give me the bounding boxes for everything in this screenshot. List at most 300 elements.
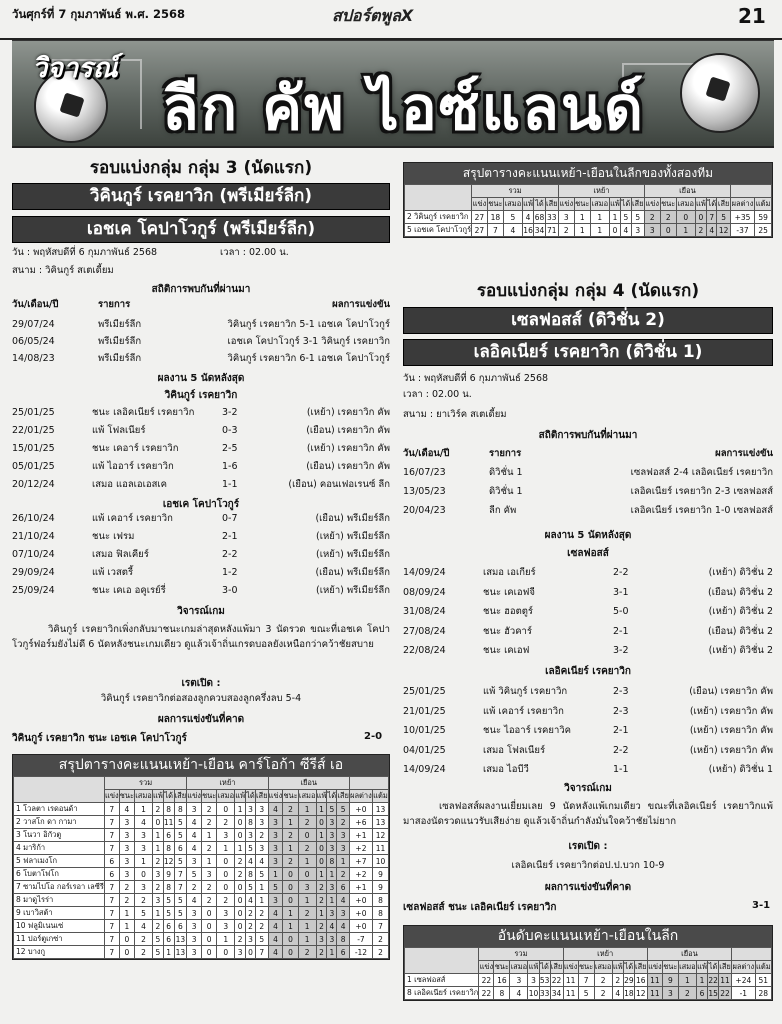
tbl-cell: 34 (551, 988, 562, 998)
tbl-cell: 22 (479, 987, 494, 1000)
tbl3-table (404, 947, 772, 1000)
tbl-cell: 29 (624, 975, 634, 985)
tbl-col-head: แพ้ (609, 198, 621, 211)
tbl-cell: 16 (523, 225, 533, 235)
g4-h2h-list (403, 466, 773, 523)
tbl-cell: 1 (217, 933, 235, 946)
form-row (12, 406, 390, 424)
tbl-cell: 1 (590, 211, 609, 224)
g3-tip-title: เรตเปิด : (181, 678, 221, 689)
tbl-cell: +6 (349, 816, 372, 829)
form-venue-comp: (เยือน) ดิวิชั่น 2 (708, 625, 773, 637)
form-date: 14/09/24 (403, 764, 446, 775)
tbl-cell: 3 (255, 816, 268, 829)
tbl-team-name: 3 โนวา อิกัวตู (14, 829, 105, 842)
tbl-cell: 10 (528, 988, 539, 998)
tbl-cell: 2 (283, 803, 298, 816)
tbl-cell: 0 (316, 816, 327, 829)
tbl-col-head: เสมอ (678, 961, 696, 974)
tbl-cell: 11 (647, 987, 662, 1000)
g3-time: เวลา : 02.00 น. (220, 247, 289, 258)
tbl-cell: 0 (283, 946, 298, 959)
tbl-col-head: ได้ (327, 790, 337, 803)
tbl-cell: 5 (174, 907, 187, 920)
tbl-cell: 2 (594, 987, 612, 1000)
form-date: 21/01/25 (403, 705, 446, 717)
tbl-cell: 1 (119, 920, 134, 933)
form-opponent: เสมอ แอลเอเอสเค (92, 479, 167, 490)
tbl-cell: 2 (201, 894, 216, 907)
tbl-col-head: แพ้ (522, 198, 534, 211)
tbl-cell: 1 (298, 803, 316, 816)
form-row (12, 442, 390, 460)
tbl-col-head: ได้ (623, 961, 634, 974)
tbl-cell: 6 (696, 987, 707, 1000)
tbl-cell: 3 (135, 842, 153, 855)
tbl-cell: 9 (662, 974, 678, 987)
table-row (14, 920, 389, 933)
tbl-cell: 8 (372, 894, 388, 907)
tbl-cell: 7 (707, 211, 717, 224)
tbl-cell: 3 (235, 946, 246, 959)
tbl-col-head: เสีย (631, 198, 644, 211)
tbl-cell: 0 (119, 933, 134, 946)
tbl-cell: 22 (708, 975, 718, 985)
g4-away-form-name: เลอิคเนียร์ เรคยาวิก (545, 666, 631, 677)
h2h-result: เลอิคเนียร์ เรคยาวิก 1-0 เซลฟอสส์ (630, 505, 773, 516)
tbl-cell: 2 (135, 933, 153, 946)
g3-venue: สนาม : วิคินกูร์ สเตเดี้ยม (12, 265, 114, 276)
tbl-cell: 0 (235, 881, 246, 894)
tbl-cell: 0 (695, 211, 707, 224)
form-date: 14/09/24 (403, 567, 446, 578)
tbl-cell: 3 (187, 920, 202, 933)
g4-pred-score: 3-1 (752, 900, 771, 911)
tbl-cell: 1 (135, 855, 153, 868)
tbl-cell: 9 (163, 868, 174, 881)
tbl-col-head: แข่ง (644, 198, 660, 211)
tbl-col-head: เสมอ (504, 198, 523, 211)
form-opponent: ชนะ เลอิคเนียร์ เรคยาวิก (92, 407, 195, 418)
tbl-cell: 3 (119, 868, 134, 881)
form-venue-comp: (เยือน) เรคยาวิก คัพ (306, 461, 390, 472)
tbl-cell: 2 (152, 855, 163, 868)
tbl-cell: 3 (187, 946, 202, 959)
form-opponent: ชนะ ฮอตตูร์ (483, 606, 534, 617)
tbl-cell: 2 (235, 855, 246, 868)
g4-round-heading: รอบแบ่งกลุ่ม กลุ่ม 4 (นัดแรก) (476, 281, 700, 301)
form-date: 04/01/25 (403, 744, 446, 756)
tbl-cell: 0 (298, 829, 316, 842)
tbl-cell: 3 (327, 907, 337, 920)
tbl-cell: 6 (174, 920, 187, 933)
tbl-cell: 0 (235, 907, 246, 920)
tbl-cell: 3 (217, 829, 235, 842)
form-date: 07/10/24 (12, 549, 55, 560)
tbl-col-head: เสีย (719, 961, 732, 974)
tbl-cell: 3 (510, 974, 528, 987)
tbl-cell: 0 (201, 946, 216, 959)
tbl-cell: 0 (283, 868, 298, 881)
tbl-cell: 1 (316, 868, 327, 881)
g3-h2h-list (12, 318, 390, 369)
form-opponent: ชนะ เคเอฟ (483, 645, 530, 656)
g3-analysis-title: วิจารณ์เกม (177, 606, 225, 617)
form-row (12, 548, 390, 566)
tbl-cell: 0 (298, 868, 316, 881)
tbl-cell: 2 (235, 933, 246, 946)
tbl-cell: 3 (327, 829, 337, 842)
tbl-team-name: 7 ซามไปโอ กอร์เรอา เลซีรี (14, 881, 105, 894)
tbl-cell: 5 (246, 842, 256, 855)
form-opponent: แพ้ โฟลเนียร์ (92, 425, 146, 436)
tbl-cell: 8 (327, 855, 337, 868)
tbl-col-head: เสีย (717, 198, 730, 211)
tbl-cell: 2 (217, 816, 235, 829)
tbl-cell: 2 (298, 816, 316, 829)
tbl-col-head: ชนะ (283, 790, 298, 803)
tbl-col-head: แข่ง (559, 198, 575, 211)
tbl-cell: 8 (174, 803, 187, 816)
tbl-cell: 0 (316, 842, 327, 855)
tbl-cell: 3 (662, 987, 678, 1000)
tbl-cell: 1 (201, 829, 216, 842)
tbl-col-head: เสมอ (510, 961, 528, 974)
tbl-cell: 2 (283, 829, 298, 842)
g3-h2h-head-date: วัน/เดือน/ปี (12, 299, 59, 310)
tbl-cell: 0 (235, 894, 246, 907)
tbl-cell: 3 (337, 829, 350, 842)
tbl-col-head: แข่ง (104, 790, 119, 803)
tbl-team-name: 10 ฟลูมิเนนเซ่ (14, 920, 105, 933)
table-row (405, 224, 772, 237)
g3-h2h-head-result: ผลการแข่งขัน (332, 299, 390, 310)
tbl-cell: 2 (612, 974, 623, 987)
tbl-cell: 1 (217, 842, 235, 855)
tbl-cell: 22 (479, 974, 494, 987)
tbl-cell: 1 (163, 946, 174, 959)
tbl-col-head: แพ้ (528, 961, 539, 974)
tbl-cell: 5 (578, 987, 594, 1000)
tbl-cell: 8 (494, 987, 510, 1000)
g4-analysis-text: เซลฟอสส์ผลงานเยี่ยมเลย 9 นัดหลังแพ้เกมเดียว ขณะที่เลอิคเนียร์ เรคยาวิกแพ้มาสองนัดรวดแนวรับเสียง่าย ดูแล้วเจ้าถิ่นกำลังมั่นใจคว้าชัยไม่ยาก (403, 801, 773, 827)
tbl-cell: 4 (268, 946, 283, 959)
form-date: 25/09/24 (12, 585, 55, 596)
tbl-cell: +0 (349, 803, 372, 816)
tbl-cell: 11 (720, 975, 730, 985)
tbl-cell: 3 (246, 933, 256, 946)
table-row (405, 974, 772, 987)
tbl-cell: 3 (268, 855, 283, 868)
tbl-cell: 6 (163, 933, 174, 946)
tbl-col-head: เสมอ (590, 198, 609, 211)
tbl-col-head: ผลต่าง (730, 198, 754, 211)
form-row (403, 685, 773, 705)
g3-away-form-list (12, 512, 390, 602)
tbl-cell: 5 (246, 881, 256, 894)
form-venue-comp: (เหย้า) เรคยาวิก คัพ (306, 443, 390, 454)
g3-away-team: เอชเค โคปาโวกูร์ (พรีเมียร์ลีก) (12, 216, 390, 243)
tbl-cell: 3 (246, 803, 256, 816)
form-score: 0-7 (222, 513, 238, 524)
tbl-cell: 1 (590, 224, 609, 237)
tbl-col-head: แพ้ (696, 961, 707, 974)
form-opponent: แพ้ เคอาร์ เรคยาวิก (92, 513, 173, 524)
tbl-cell: 2 (594, 974, 612, 987)
tbl-cell: 3 (268, 829, 283, 842)
h2h-result: วิคินกูร์ เรคยาวิก 6-1 เอชเค โคปาโวกูร์ (227, 353, 390, 364)
tbl-cell: 2 (135, 946, 153, 959)
tbl-cell: 4 (119, 803, 134, 816)
tbl-cell: 4 (337, 920, 350, 933)
table-row (14, 946, 389, 959)
tbl-cell: 8 (163, 881, 174, 894)
tbl-col-head: ได้ (707, 198, 717, 211)
tbl-cell: 1 (316, 829, 327, 842)
tbl-col-head: ชนะ (662, 961, 678, 974)
tbl-cell: 1 (235, 803, 246, 816)
tbl3-league-standing (403, 925, 773, 1001)
g4-away-form-list (403, 685, 773, 783)
tbl-cell: 2 (201, 881, 216, 894)
tbl-cell: 2 (201, 803, 216, 816)
h2h-competition: ดิวิชั่น 1 (489, 467, 523, 478)
tbl-cell: 34 (534, 225, 545, 235)
tbl-cell: 7 (104, 907, 119, 920)
tbl-cell: 2 (316, 946, 327, 959)
g3-analysis-text: วิคินกูร์ เรคยาวิกเพิ่งกลับมาชนะเกมล่าสุดหลังแพ้มา 3 นัดรวด ขณะที่เอชเค โคปาโวกูร์ฟอร์มยังไม่ดี 6 นัดหลังชนะเกมเดียว ดูแล้วเจ้าถิ่นเกรดบอลยังเหนือกว่าคว้าชัยสบาย (12, 624, 390, 650)
tbl-cell: +0 (349, 920, 372, 933)
tbl-cell: 1 (298, 920, 316, 933)
tbl-cell: 0 (283, 933, 298, 946)
tbl-cell: 2 (559, 224, 575, 237)
g4-pred-title: ผลการแข่งขันที่คาด (544, 882, 632, 893)
tbl-cell: 0 (283, 881, 298, 894)
tbl-cell: 4 (135, 920, 153, 933)
tbl-cell: 4 (337, 894, 350, 907)
tbl-group-head: เหย้า (563, 948, 647, 961)
tbl-cell: 5 (163, 907, 174, 920)
tbl-group-head: เหย้า (187, 777, 268, 790)
h2h-date: 06/05/24 (12, 336, 55, 347)
tbl-cell: 5 (504, 211, 523, 224)
tbl-cell: 3 (152, 868, 163, 881)
tbl3-title: อันดับคะแนนเหย้า-เยือนในลีก (404, 926, 772, 947)
tbl-cell: 0 (676, 211, 695, 224)
form-score: 3-2 (613, 645, 629, 656)
g3-home-team: วิคินกูร์ เรคยาวิก (พรีเมียร์ลีก) (12, 183, 390, 210)
tbl-cell: 7 (104, 842, 119, 855)
tbl-cell: 2 (201, 816, 216, 829)
tbl-cell: 1 (152, 842, 163, 855)
tbl-cell: 4 (612, 987, 623, 1000)
tbl-cell: 12 (163, 856, 174, 866)
tbl-cell: 2 (695, 224, 707, 237)
form-score: 2-2 (222, 549, 238, 560)
tbl-cell: 7 (104, 881, 119, 894)
tbl-col-head: แพ้ (316, 790, 327, 803)
tbl-col-head: แพ้ (235, 790, 246, 803)
g4-h2h-head-result: ผลการแข่งขัน (715, 448, 773, 459)
h2h-date: 29/07/24 (12, 319, 55, 330)
tbl-cell: 3 (337, 842, 350, 855)
form-row (12, 478, 390, 496)
tbl-cell: 1 (201, 855, 216, 868)
g3-form-title: ผลงาน 5 นัดหลังสุด (157, 373, 245, 384)
tbl-cell: 1 (574, 224, 590, 237)
form-opponent: ชนะ ไออาร์ เรคยาวิค (483, 725, 572, 736)
tbl-cell: 12 (636, 988, 646, 998)
tbl-cell: 1 (678, 974, 696, 987)
tbl-cell: 0 (235, 816, 246, 829)
form-opponent: ชนะ เคเอ อคูเรย์รี่ (92, 585, 166, 596)
tbl-cell: 9 (372, 868, 388, 881)
tbl-cell: 3 (187, 803, 202, 816)
tbl-group-head: เยือน (268, 777, 349, 790)
tbl-cell: 2 (316, 894, 327, 907)
tbl-cell: 7 (174, 881, 187, 894)
tbl-cell: 12 (718, 225, 729, 235)
tbl-cell: 3 (327, 842, 337, 855)
tbl-cell: 3 (255, 842, 268, 855)
tbl-cell: 33 (547, 212, 557, 222)
tbl-cell: +35 (730, 211, 754, 224)
tbl-cell: 11 (563, 987, 578, 1000)
tbl-col-head: แต้ม (372, 790, 388, 803)
tbl-cell: 3 (187, 855, 202, 868)
form-venue-comp: (เยือน) เรคยาวิก คัพ (689, 686, 773, 697)
tbl-col-head: ชนะ (574, 198, 590, 211)
form-score: 2-2 (613, 567, 629, 578)
form-venue-comp: (เหย้า) ดิวิชั่น 2 (708, 645, 773, 656)
tbl-cell: 8 (372, 907, 388, 920)
tbl-team-name: 4 มาริก้า (14, 842, 105, 855)
form-row (12, 512, 390, 530)
table-row (14, 907, 389, 920)
tbl-cell: 2 (235, 868, 246, 881)
form-score: 2-3 (613, 686, 629, 697)
tbl-cell: 18 (624, 988, 634, 998)
tbl-cell: 1 (337, 855, 350, 868)
tbl-cell: 3 (298, 881, 316, 894)
tbl-cell: 3 (201, 868, 216, 881)
g4-home-form-name: เซลฟอสส์ (567, 548, 609, 559)
tbl-cell: 0 (201, 933, 216, 946)
issue-date: วันศุกร์ที่ 7 กุมภาพันธ์ พ.ศ. 2568 (12, 7, 186, 21)
publication-logo: สปอร์ตพูลX (332, 6, 414, 25)
tbl-cell: 7 (372, 920, 388, 933)
tbl-cell: 5 (174, 894, 187, 907)
form-venue-comp: (เหย้า) ดิวิชั่น 1 (708, 764, 773, 775)
form-score: 2-5 (222, 443, 238, 454)
tbl-cell: 2 (201, 842, 216, 855)
banner-title: ลีก คัพ ไอซ์แลนด์ (162, 74, 645, 144)
tbl-col-head: เสีย (174, 790, 187, 803)
h2h-row (403, 485, 773, 504)
tbl2-carioca-standing (12, 754, 390, 960)
tbl-col-head: แพ้ (152, 790, 163, 803)
tbl-cell: 4 (621, 224, 631, 237)
tbl-cell: 1 (235, 842, 246, 855)
tbl-cell: 6 (104, 855, 119, 868)
tbl-cell: 5 (631, 211, 644, 224)
tbl-col-head: แพ้ (695, 198, 707, 211)
tbl-team-name: 2 วิคินกูร์ เรคยาวิก (405, 211, 472, 224)
form-opponent: เสมอ ไอบีวี (483, 764, 529, 775)
form-date: 26/10/24 (12, 513, 55, 524)
form-row (403, 605, 773, 625)
h2h-competition: พรีเมียร์ลีก (98, 336, 142, 347)
form-score: 1-1 (222, 479, 238, 490)
h2h-date: 13/05/23 (403, 486, 446, 497)
tbl-team-head (14, 777, 105, 803)
tbl-cell: 2 (372, 933, 388, 946)
tbl-col-head: ได้ (621, 198, 631, 211)
tbl-cell: 12 (372, 829, 388, 842)
form-date: 21/10/24 (12, 531, 55, 542)
form-opponent: เสมอ เอเกียร์ (483, 567, 536, 578)
form-venue-comp: (เยือน) เรคยาวิก คัพ (306, 425, 390, 436)
tbl-col-head: แข่ง (563, 961, 578, 974)
tbl-col-head: เสมอ (676, 198, 695, 211)
table-row (14, 868, 389, 881)
tbl-col-head: ชนะ (494, 961, 510, 974)
tbl-cell: -1 (732, 987, 756, 1000)
section-banner (12, 40, 774, 148)
tbl-team-name: 8 มาดูไรร่า (14, 894, 105, 907)
tbl-cell: 27 (472, 211, 488, 224)
h2h-row (12, 352, 390, 369)
tbl-cell: 2 (246, 907, 256, 920)
tbl-cell: 0 (152, 816, 163, 829)
form-score: 1-1 (613, 764, 629, 775)
tbl-cell: 0 (609, 224, 621, 237)
tbl-cell: 16 (494, 974, 510, 987)
tbl-col-head: แต้ม (755, 198, 772, 211)
tbl-cell: 4 (268, 920, 283, 933)
tbl-cell: 5 (163, 894, 174, 907)
tbl-cell: 2 (255, 920, 268, 933)
tbl-cell: 7 (104, 933, 119, 946)
tbl-group-head: เหย้า (559, 185, 645, 198)
tbl-cell: 3 (559, 211, 575, 224)
tbl-cell: 3 (644, 224, 660, 237)
form-venue-comp: (เหย้า) เรคยาวิก คัพ (306, 407, 390, 418)
form-opponent: ชนะ เคอาร์ เรคยาวิก (92, 443, 179, 454)
form-date: 25/01/25 (403, 686, 446, 697)
tbl-cell: 1 (316, 907, 327, 920)
tbl-cell: 3 (268, 842, 283, 855)
tbl2-table (13, 776, 389, 959)
tbl-group-head: รวม (479, 948, 563, 961)
tbl-cell: 9 (372, 881, 388, 894)
tbl-cell: 10 (372, 855, 388, 868)
form-row (403, 705, 773, 725)
tbl-cell: 2 (660, 211, 676, 224)
table-row (14, 816, 389, 829)
tbl-cell: 1 (676, 224, 695, 237)
g4-pred-text: เซลฟอสส์ ชนะ เลอิคเนียร์ เรคยาวิก (403, 902, 557, 913)
tbl-cell: 7 (104, 816, 119, 829)
tbl-cell: 7 (104, 894, 119, 907)
tbl-col-head: ชนะ (119, 790, 134, 803)
tbl-cell: 25 (755, 224, 772, 237)
tbl-col-head: ชนะ (201, 790, 216, 803)
form-venue-comp: (เยือน) พรีเมียร์ลีก (315, 513, 390, 524)
form-row (403, 566, 773, 586)
tbl-cell: 1 (327, 894, 337, 907)
g3-away-form-name: เอชเค โคปาโวกูร์ (162, 499, 240, 510)
